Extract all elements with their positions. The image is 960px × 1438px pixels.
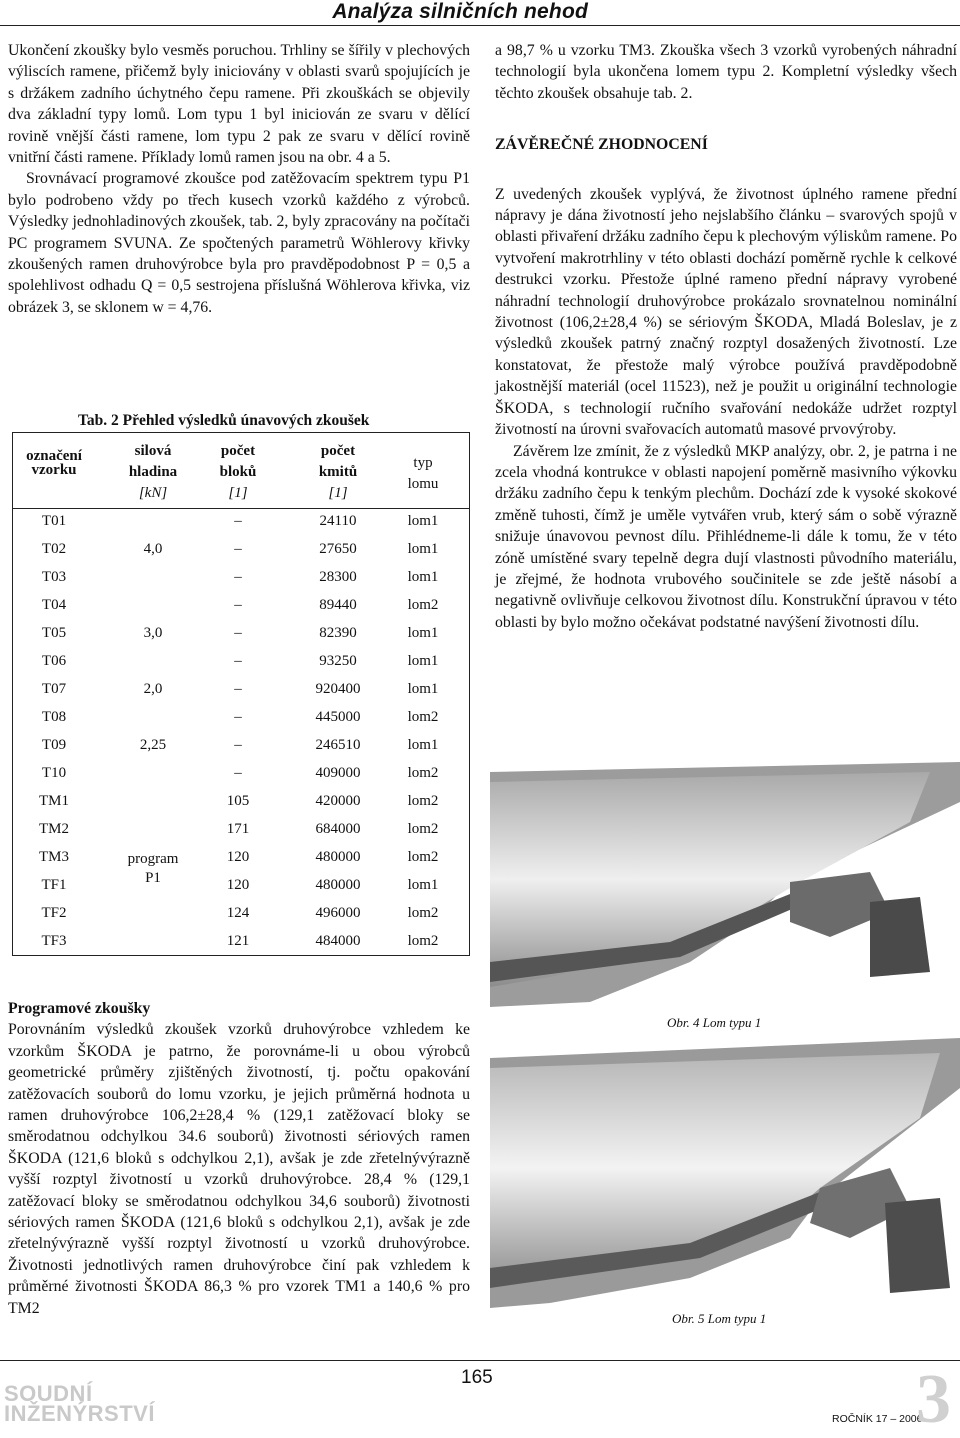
header-unit: [kN] [138,485,168,501]
header-text: vzorku [31,462,77,478]
paragraph: Závěrem lze zmínit, že z výsledků MKP analýzy, obr. 2, je patrna i ne zcela vhodná kontrukce v oblasti napojení poměrně masivního výkovku držáku zadního čepu k tenkým plechům. Dochází zde k vysoké skokové změně tuhosti, čímž je uměle vytvářen vrub, který sám o sobě výrazně snižuje únavovou pevnost dílu. Přihlédneme-li dále k tomu, že v této zóně umístěné svary tepelně degra dují vlastnosti původního materiálu, je zřejmé, že hodnota vrubového součinitele se zde ještě násobí a negativně ovlivňuje celkovou životnost dílu. Konstrukční úpravou v této oblasti by bylo možno očekávat podstatné navýšení životnosti dílu. [495,442,957,631]
cycles-value: 246510 [315,737,361,753]
section-heading: Programové zkoušky [8,1000,151,1017]
table-row [13,900,469,928]
fracture-type: lom1 [407,653,439,669]
cycles-value: 27650 [319,541,357,557]
cycles-value: 89440 [319,597,357,613]
fracture-photo-2 [490,1038,960,1318]
blocks-value: 121 [226,933,250,949]
sample-id: T06 [41,653,67,669]
sample-id: T03 [41,569,67,585]
paragraph: Z uvedených zkoušek vyplývá, že životnost úplného ramene přední nápravy je dána životností jeho nejslabšího článku – svarových spojů v oblasti přivaření držáku zadního čepu k plechovým výliskům ramene. Po vytvoření makrotrhliny v této oblasti dochází poměrně rychle k celkové destrukci vzorku. Přestože úplné rameno přední nápravy vyrobené náhradní technologií druhovýrobce prokázalo srovnatelnou nominální životnost (106,2±28,4 %) se sériovým ŠKODA, Mladá Boleslav, je z výsledků zkoušek patrný značný rozptyl dosažených životností. Lze konstatovat, že přestože malý výrobce používá pravděpodobně jakostnější materiál (ocel 11523), než je použit u originální technologie ŠKODA, s technologií ručního svařování nedokáže udržet rozptyl životností na úrovni svařovacích automatů masové prvovýroby. [495,185,957,439]
blocks-value: – [234,569,242,585]
table-row [13,564,469,592]
table-row [13,676,469,704]
table-row [13,620,469,648]
header-unit: [1] [228,485,248,501]
blocks-value: – [234,765,242,781]
logo-line: INŽENÝRSTVÍ [4,1401,155,1426]
paragraph: Srovnávací programové zkoušce pod zatěžovacím spektrem typu P1 bylo podrobeno vždy po třech kusech vzorků každého z výrobců. Výsledky jednohladinových zkoušek, tab. 2, byly zpracovány na počítači PC programem SVUNA. Ze spočtených parametrů Wöhlerovy křivky zkoušených ramen druhovýrobce byla pro pravděpodobnost P = 0,5 a spolehlivost odhadu Q = 0,5 sestrojena příslušná Wöhlerova křivka, viz obrázek 3, se sklonem w = 4,76. [8,170,470,316]
table-row [13,844,469,872]
header-text: kmitů [318,464,358,480]
force-level: 2,0 [143,681,163,697]
blocks-value: – [234,625,242,641]
program-section [8,998,470,1319]
force-level: 3,0 [143,625,163,641]
journal-section-title: Analýza silničních nehod [332,0,588,23]
fracture-photo-1 [490,762,960,1012]
cycles-value: 93250 [319,653,357,669]
force-level: P1 [145,870,161,886]
table-row [13,760,469,788]
figure-caption: Obr. 4 Lom typu 1 [667,1015,762,1030]
sample-id: TM1 [39,793,69,809]
blocks-value: – [234,653,242,669]
header-text: počet [320,443,356,459]
results-table [12,432,470,956]
table-row [13,732,469,760]
header-unit: [1] [328,485,348,501]
fracture-type: lom1 [407,877,439,893]
header-text: typ [413,455,433,471]
table-row [13,872,469,900]
fracture-type: lom2 [407,709,439,725]
blocks-value: 120 [226,877,250,893]
table-row [13,788,469,816]
cycles-value: 409000 [315,765,361,781]
sample-id: TF2 [41,905,67,921]
fracture-type: lom1 [407,625,439,641]
blocks-value: 105 [226,793,250,809]
col-sample [19,449,89,477]
journal-logo [4,1381,155,1426]
sample-id: TF3 [41,933,67,949]
issue-number: 3 [916,1361,951,1438]
cycles-value: 28300 [319,569,357,585]
sample-id: T01 [41,513,67,529]
table-row [13,816,469,844]
sample-id: TF1 [41,877,67,893]
figure-caption: Obr. 5 Lom typu 1 [672,1311,767,1326]
page-number: 165 [461,1367,493,1388]
table-row [13,704,469,732]
logo-line: SOUDNÍ [4,1381,93,1406]
fracture-type: lom2 [407,905,439,921]
fracture-type: lom1 [407,569,439,585]
force-level: 4,0 [143,541,163,557]
col-blocks [203,441,273,504]
cycles-value: 480000 [315,877,361,893]
cycles-value: 82390 [319,625,357,641]
blocks-value: – [234,709,242,725]
header-text: počet [220,443,256,459]
sample-id: T07 [41,681,67,697]
footer-rule [0,1360,960,1361]
cycles-value: 24110 [319,513,357,529]
left-column [8,40,470,318]
sample-id: TM2 [39,821,69,837]
cycles-value: 684000 [315,821,361,837]
fracture-type: lom2 [407,933,439,949]
cycles-value: 496000 [315,905,361,921]
section-heading: ZÁVĚREČNÉ ZHODNOCENÍ [495,136,708,154]
table-row [13,592,469,620]
header-text: silová [134,443,172,459]
fracture-type: lom2 [407,849,439,865]
header-rule [0,25,960,26]
table-row [13,928,469,956]
fracture-type: lom2 [407,765,439,781]
col-cycles [298,441,378,504]
fracture-type: lom1 [407,541,439,557]
col-type [388,453,458,495]
blocks-value: – [234,681,242,697]
cycles-value: 445000 [315,709,361,725]
fracture-type: lom2 [407,793,439,809]
table-row [13,508,469,536]
col-force [113,441,193,504]
sample-id: T05 [41,625,67,641]
volume-label: ROČNÍK 17 – 2006 [832,1413,923,1425]
fracture-type: lom2 [407,597,439,613]
table-caption: Tab. 2 Přehled výsledků únavových zkoušek [78,412,370,429]
table-row [13,648,469,676]
blocks-value: – [234,513,242,529]
table-row [13,536,469,564]
sample-id: T09 [41,737,67,753]
header-text: lomu [407,476,439,492]
fracture-type: lom1 [407,513,439,529]
fracture-type: lom2 [407,821,439,837]
cycles-value: 480000 [315,849,361,865]
sample-id: T04 [41,597,67,613]
fracture-type: lom1 [407,681,439,697]
blocks-value: 120 [226,849,250,865]
header-text: hladina [128,464,178,480]
blocks-value: – [234,737,242,753]
sample-id: TM3 [39,849,69,865]
blocks-value: – [234,541,242,557]
blocks-value: 171 [226,821,250,837]
table-header [13,433,469,509]
blocks-value: – [234,597,242,613]
header-text: bloků [219,464,257,480]
force-level: 2,25 [139,737,167,753]
paragraph: Porovnáním výsledků zkoušek vzorků druhovýrobce vzhledem ke vzorkům ŠKODA je patrno, že porovnáme-li u obou výrobců geometrické průměry zjištěných životností, tj. počtu opakování zatěžovacích souborů do lomu vzorku, je jejich průměrná hodnota u ramen druhovýrobce 106,2±28,4 % (129,1 zatěžovací bloky se směrodatnou odchylkou 34.6 souborů) životnosti sériových ramen ŠKODA (121,6 bloků s odchylkou 2,1), avšak je zde zřetelnývýrazně vyšší rozptyl životností u vzorků druhovýrobce. 28,4 % (129,1 zatěžovací bloky se směrodatnou odchylkou 34,6 souborů) životnosti sériových ramen ŠKODA (121,6 bloků s odchylkou 2,1), avšak je zde zřetelnývýrazně vyšší rozptyl životností u vzorků druhovýrobce. Životnosti jednotlivých ramen druhovýrobce činí pak vzhledem k průměrné životnosti ŠKODA 86,3 % pro vzorek TM1 a 140,6 % pro TM2 [8,1021,470,1317]
sample-id: T02 [41,541,67,557]
right-column [495,40,957,633]
cycles-value: 484000 [315,933,361,949]
force-level: program [127,851,179,867]
paragraph: a 98,7 % u vzorku TM3. Zkouška všech 3 vzorků vyrobených náhradní technologií byla ukončena lomem typu 2. Kompletní výsledky všech těchto zkoušek obsahuje tab. 2. [495,42,957,102]
cycles-value: 920400 [315,681,361,697]
cycles-value: 420000 [315,793,361,809]
fracture-type: lom1 [407,737,439,753]
sample-id: T10 [41,765,67,781]
blocks-value: 124 [226,905,250,921]
sample-id: T08 [41,709,67,725]
paragraph: Ukončení zkoušky bylo vesměs poruchou. Trhliny se šířily v plechových výliscích ramene, přičemž byly iniciovány v oblasti svarů spojujících je s držákem zadního úchytného čepu ramene. Při zkouškách se objevily dva základní typy lomů. Lom typu 1 byl iniciován ze svaru v dělící rovině vnější části ramene, lom typu 2 pak ze svaru v dělící rovině vnitřní části ramene. Příklady lomů ramen jsou na obr. 4 a 5. [8,42,470,167]
header-text: označení [26,448,82,464]
